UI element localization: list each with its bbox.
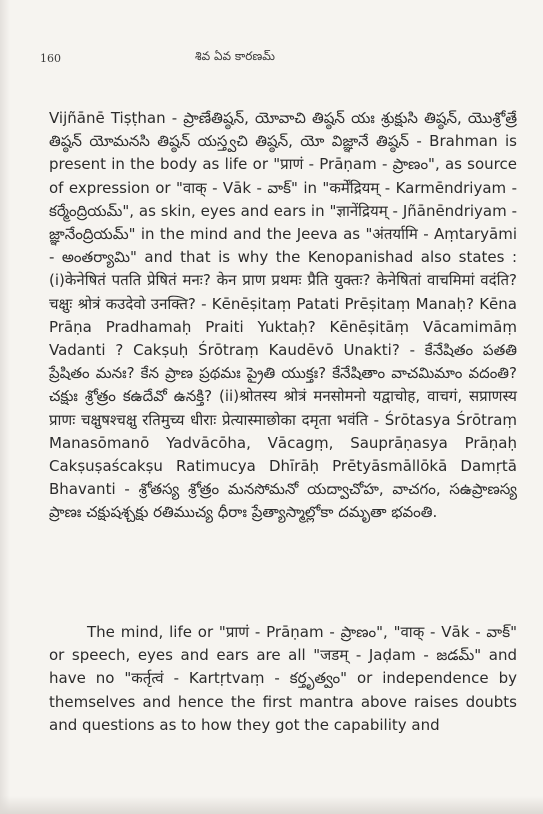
paragraph-1: Vijñānē Tiṣṭhan - ప్రాణేతిష్ఠన్, యోవాచి తిష్ఠన్ యః శ్రుక్షుసి తిష్ఠన్, యొశ్రోత్రే తిష్ఠన్ యోమనసి తిష్ఠన్ యస్త్వచి తిష్ఠన్, యో విజ్ఞానే తిష్ఠన్ - Brahman is present in the body as life or "प्राणं - Prāṇam - ప్రాణం", as source of expression or "वाक् - Vāk - వాక్" in "कर्मेंद्रियम् - Karmēndriyam - కర్మేంద్రియమ్", as skin, eyes and ears in "ज्ञानेंद्रियम् - Jñānēndriyam - జ్ఞానేంద్రియమ్" in the mind and the Jeeva as "अंतर्यामि - Aṃtaryāmi - అంతర్యామి" and that is why the Kenopanishad also states : (i)केनेषितं पतति प्रेषितं मनः? केन प्राण प्रथमः प्रैति युक्तः? केनेषितां वाचमिमां वदंति? चक्षुः श्रोत्रं कउदेवो उनक्ति? - Kēnēṣitaṃ Patati Prēṣitaṃ Manaḥ? Kēna Prāṇa Pradhamaḥ Praiti Yuktaḥ? Kēnēṣitāṃ Vācamimāṃ Vadanti ? Cakṣuḥ Śrōtraṃ Kaudēvō Unakti? - కేనేషితం పతతి ప్రేషితం మనః? కేన ప్రాణ ప్రథమః ప్రైతి యుక్తః? కేనేషితాం వాచమిమాం వదంతి? చక్షుః శ్రోత్రం కఉదేవో ఉనక్తి? (ii)श्रोतस्य श्रोत्रं मनसोमनो यद्वाचोह, वाचगं, सप्राणस्य प्राणः चक्षुषश्चक्षु रतिमुच्य धीराः प्रेत्यास्माछोका दमृता भवंति - Śrōtasya Śrōtraṃ Manasōmanō Yadvācōha, Vācagṃ, Sauprāṇasya Prāṇaḥ Cakṣuṣaścakṣu Ratimucya Dhīrāḥ Prētyāsmāllōkā Damṛtā Bhavanti - శ్రోతస్య శ్రోత్రం మనసోమనో యద్వాచోహ, వాచగం, సఉప్రాణస్య ప్రాణః చక్షుషశ్చక్షు రతిముచ్య ధీరాః ప్రేత్యాస్మాల్లోకా దమృతా భవంతి.: [49, 109, 517, 522]
page-binding-shadow: [0, 0, 10, 814]
page-bottom-shadow: [0, 796, 543, 814]
page-number: 160: [40, 52, 61, 65]
paragraph-2: The mind, life or "प्राणं - Prāṇam - ప్రాణం", "वाक् - Vāk - వాక్" or speech, eyes and ears are all "जडम् - Jaḍam - జడమ్" and have no "कर्तृत्वं - Kartṛtvaṃ - కర్తృత్వం" or independence by themselves and hence the first mantra above raises doubts and questions as to how they got the capability and: [49, 623, 517, 734]
running-header: శివ ఏవ కారణమ్: [195, 49, 275, 63]
